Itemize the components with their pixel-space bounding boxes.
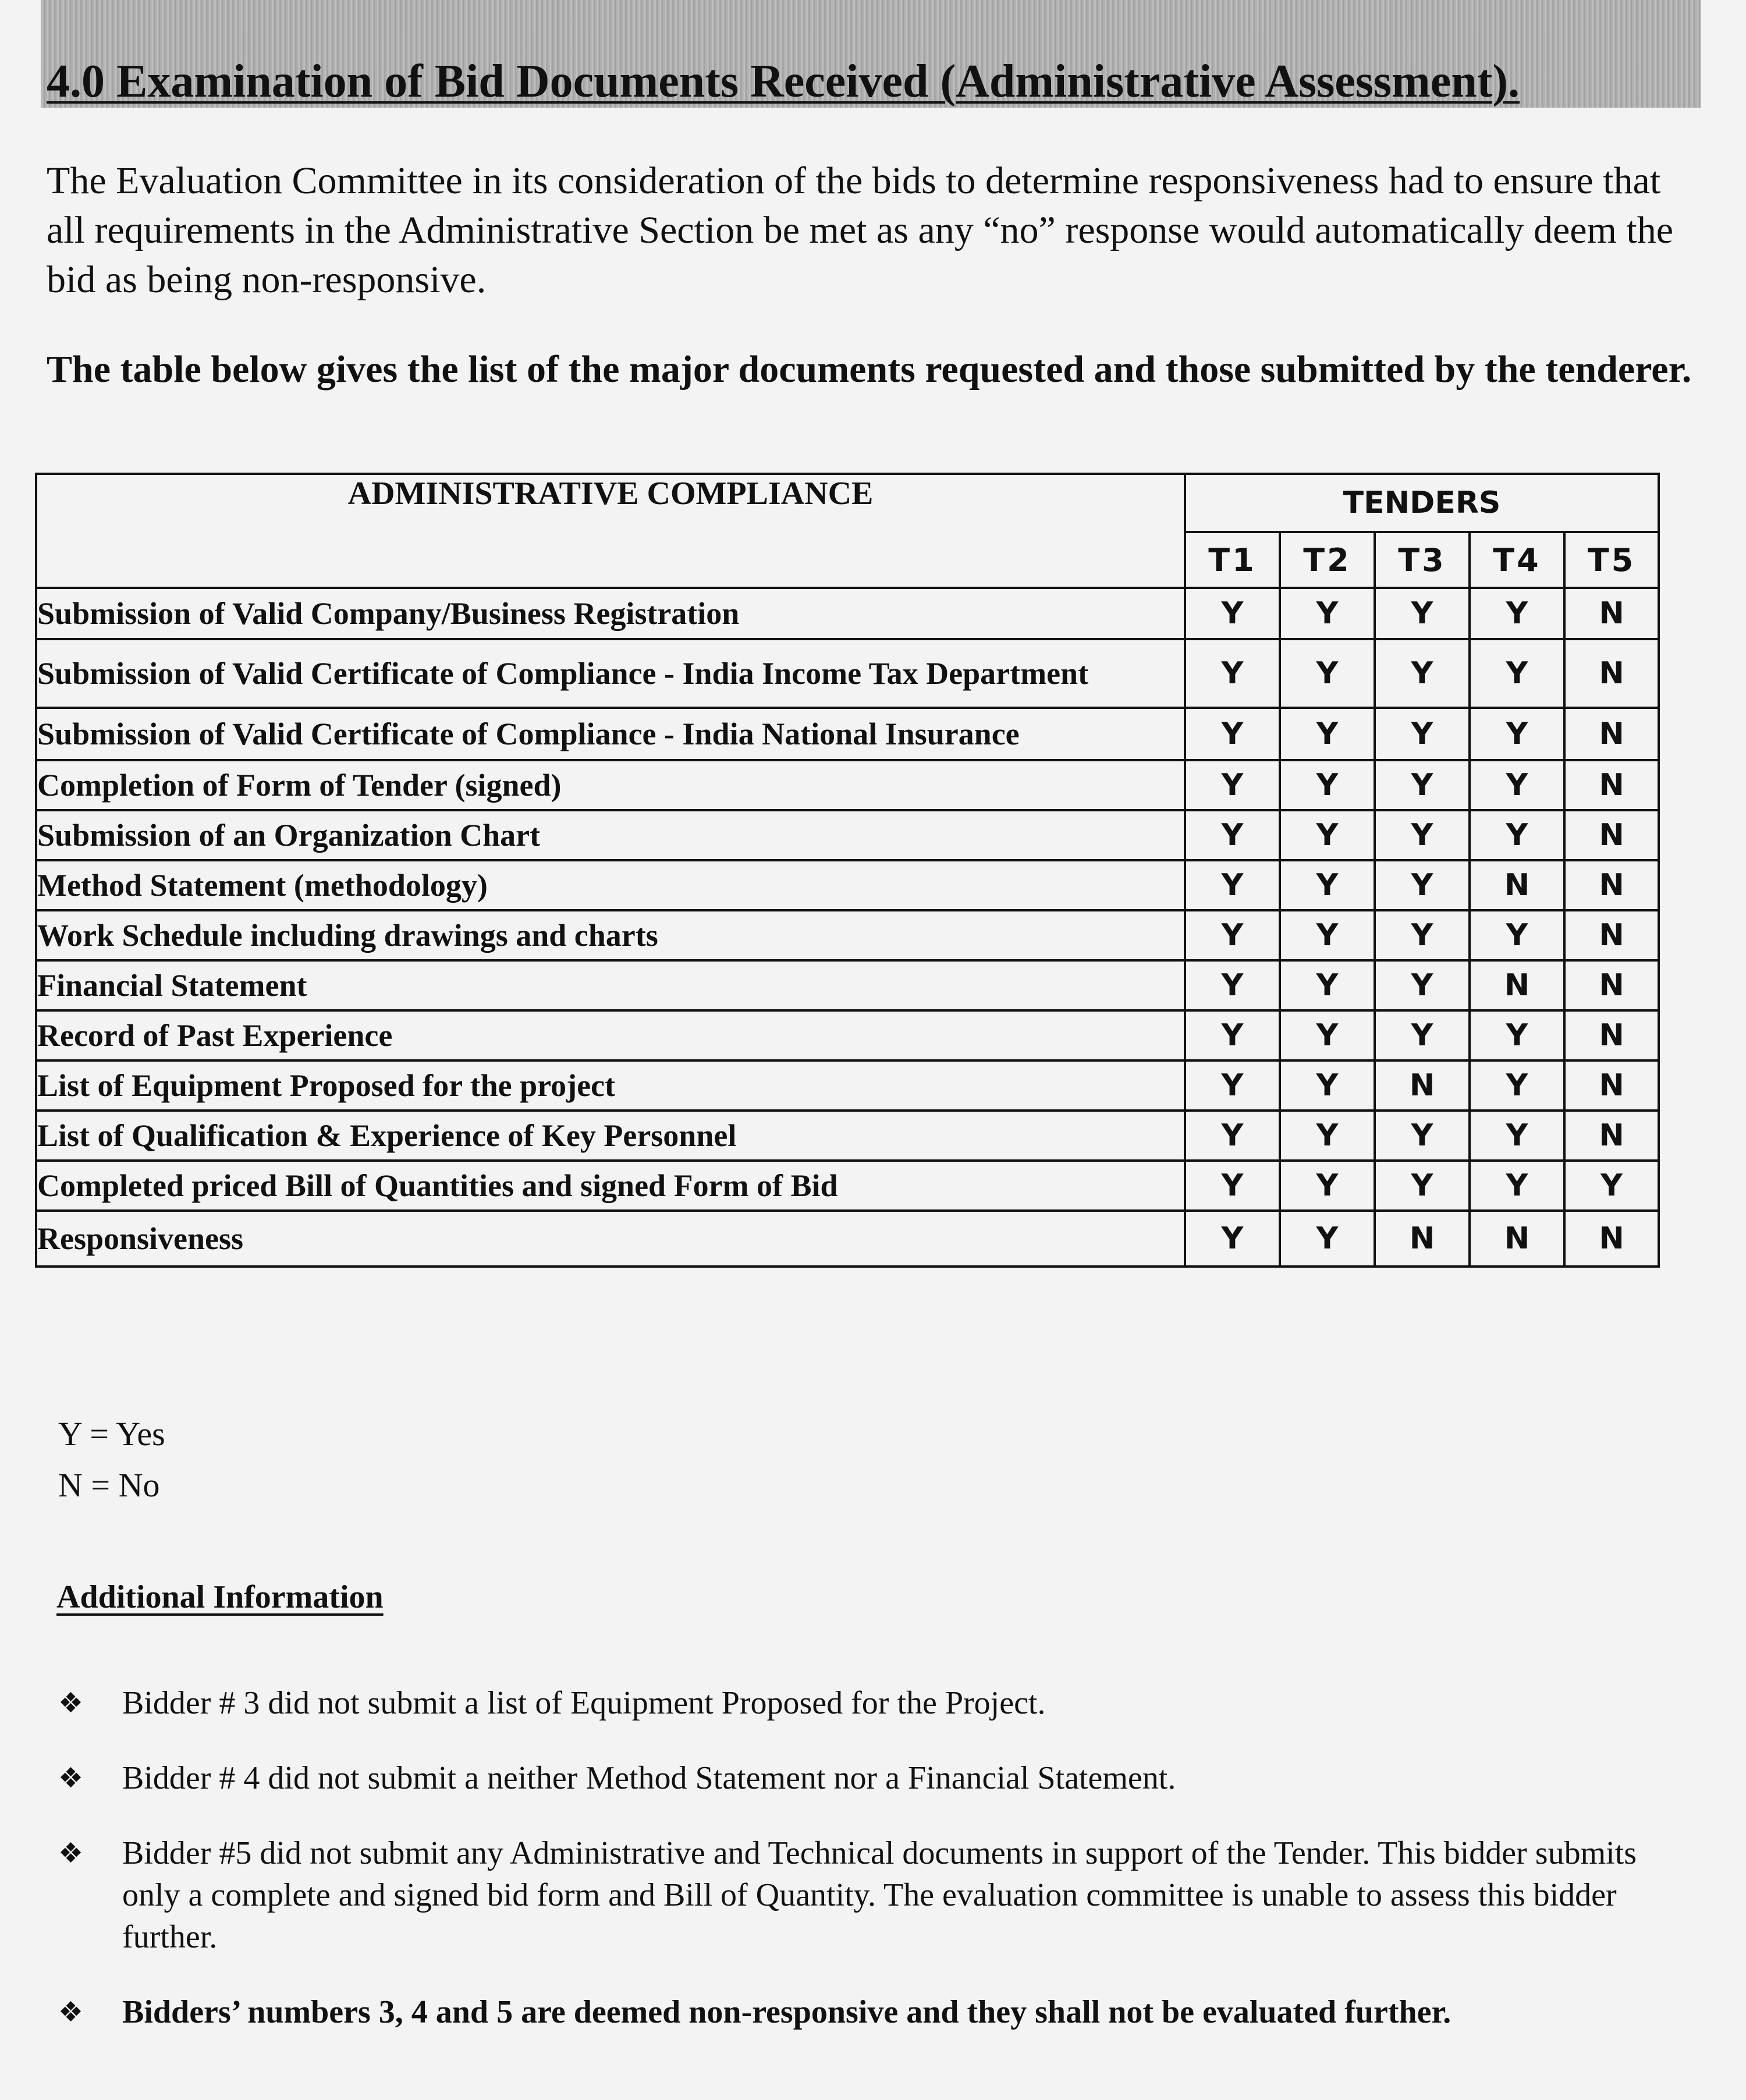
mark-cell-t4: Y [1470,708,1564,760]
criterion-cell: Submission of Valid Company/Business Registration [36,588,1185,639]
mark-cell-t4: Y [1470,1161,1564,1211]
intro-paragraph: The Evaluation Committee in its consideration of the bids to determine responsiveness had to ensure that all requirements in the Administrative Section be met as any “no” response would automatically deem the bid as being non-responsive. [47,159,1674,301]
four-diamond-icon: ❖ [58,1762,84,1794]
table-row [36,1211,1659,1267]
mark-cell-t2: Y [1280,1211,1375,1267]
table-body [36,588,1659,1267]
table-row [36,910,1659,960]
table-row [36,639,1659,708]
criterion-cell: Work Schedule including drawings and charts [36,910,1185,960]
table-row [36,588,1659,639]
criterion-cell: Submission of an Organization Chart [36,810,1185,860]
tender-header-t1: T1 [1185,532,1280,588]
mark-cell-t2: Y [1280,1161,1375,1211]
mark-cell-t1: Y [1185,910,1280,960]
compliance-table [35,473,1660,1268]
mark-cell-t4: Y [1470,1111,1564,1161]
criterion-cell: Responsiveness [36,1211,1185,1267]
mark-cell-t1: Y [1185,860,1280,910]
criterion-cell: List of Equipment Proposed for the project [36,1060,1185,1111]
tender-header-t2: T2 [1280,532,1375,588]
tenders-header: TENDERS [1185,474,1659,532]
table-row [36,860,1659,910]
mark-cell-t5: N [1564,760,1659,810]
mark-cell-t3: Y [1375,1161,1470,1211]
mark-cell-t5: N [1564,1211,1659,1267]
mark-cell-t3: Y [1375,810,1470,860]
mark-cell-t2: Y [1280,860,1375,910]
legend-no: N = No [58,1466,160,1504]
mark-cell-t2: Y [1280,960,1375,1010]
mark-cell-t4: Y [1470,639,1564,708]
mark-cell-t1: Y [1185,960,1280,1010]
tender-header-t3: T3 [1375,532,1470,588]
mark-cell-t2: Y [1280,639,1375,708]
mark-cell-t3: Y [1375,960,1470,1010]
criterion-cell: Method Statement (methodology) [36,860,1185,910]
additional-info-item [58,1991,1688,2033]
mark-cell-t5: N [1564,860,1659,910]
criterion-cell: Completion of Form of Tender (signed) [36,760,1185,810]
mark-cell-t1: Y [1185,1060,1280,1111]
additional-info-text: Bidder #5 did not submit any Administrative and Technical documents in support of the Tender. This bidder submits only a complete and signed bid form and Bill of Quantity. The evaluation committee is unable to assess this bidder further. [122,1835,1637,1955]
additional-info-text: Bidder # 4 did not submit a neither Method Statement nor a Financial Statement. [122,1760,1176,1796]
mark-cell-t5: N [1564,588,1659,639]
mark-cell-t1: Y [1185,760,1280,810]
mark-cell-t1: Y [1185,1111,1280,1161]
table-row [36,1060,1659,1111]
mark-cell-t3: Y [1375,910,1470,960]
mark-cell-t5: N [1564,1111,1659,1161]
mark-cell-t4: Y [1470,1060,1564,1111]
mark-cell-t3: Y [1375,760,1470,810]
table-row [36,1161,1659,1211]
criterion-cell: Record of Past Experience [36,1010,1185,1060]
mark-cell-t5: N [1564,960,1659,1010]
additional-information-list [58,1682,1688,2066]
mark-cell-t1: Y [1185,1010,1280,1060]
mark-cell-t3: Y [1375,708,1470,760]
additional-info-text: Bidder # 3 did not submit a list of Equipment Proposed for the Project. [122,1685,1046,1721]
mark-cell-t3: Y [1375,588,1470,639]
table-lead-paragraph: The table below gives the list of the major documents requested and those submitted by the tenderer. [47,348,1692,391]
criterion-cell: List of Qualification & Experience of Key Personnel [36,1111,1185,1161]
mark-cell-t3: N [1375,1060,1470,1111]
mark-cell-t2: Y [1280,1060,1375,1111]
section-heading: 4.0 Examination of Bid Documents Received (Administrative Assessment). [47,56,1520,107]
criterion-cell: Financial Statement [36,960,1185,1010]
mark-cell-t5: N [1564,639,1659,708]
criterion-cell: Completed priced Bill of Quantities and signed Form of Bid [36,1161,1185,1211]
mark-cell-t5: N [1564,1010,1659,1060]
tender-header-t4: T4 [1470,532,1564,588]
mark-cell-t3: Y [1375,639,1470,708]
additional-information-title: Additional Information [56,1579,384,1615]
mark-cell-t5: N [1564,708,1659,760]
mark-cell-t3: Y [1375,860,1470,910]
mark-cell-t5: N [1564,1060,1659,1111]
mark-cell-t2: Y [1280,588,1375,639]
criteria-header: ADMINISTRATIVE COMPLIANCE [36,474,1185,588]
table-row [36,708,1659,760]
additional-info-item [58,1832,1688,1958]
mark-cell-t4: Y [1470,810,1564,860]
mark-cell-t1: Y [1185,639,1280,708]
mark-cell-t4: N [1470,960,1564,1010]
criterion-cell: Submission of Valid Certificate of Compliance - India National Insurance [36,708,1185,760]
mark-cell-t2: Y [1280,760,1375,810]
mark-cell-t3: Y [1375,1010,1470,1060]
four-diamond-icon: ❖ [58,1996,84,2028]
tender-header-t5: T5 [1564,532,1659,588]
additional-info-text: Bidders’ numbers 3, 4 and 5 are deemed non-responsive and they shall not be evaluated further. [122,1994,1452,2030]
table-row [36,960,1659,1010]
table-row [36,1010,1659,1060]
mark-cell-t4: N [1470,1211,1564,1267]
mark-cell-t4: Y [1470,760,1564,810]
mark-cell-t2: Y [1280,810,1375,860]
mark-cell-t3: Y [1375,1111,1470,1161]
legend-yes: Y = Yes [58,1415,165,1453]
mark-cell-t1: Y [1185,1211,1280,1267]
additional-info-item [58,1757,1688,1799]
mark-cell-t2: Y [1280,708,1375,760]
four-diamond-icon: ❖ [58,1687,84,1719]
mark-cell-t1: Y [1185,588,1280,639]
table-row [36,760,1659,810]
mark-cell-t3: N [1375,1211,1470,1267]
mark-cell-t2: Y [1280,1010,1375,1060]
mark-cell-t4: Y [1470,1010,1564,1060]
mark-cell-t4: Y [1470,910,1564,960]
legend [58,1409,165,1511]
mark-cell-t1: Y [1185,1161,1280,1211]
mark-cell-t1: Y [1185,708,1280,760]
mark-cell-t2: Y [1280,910,1375,960]
mark-cell-t4: N [1470,860,1564,910]
mark-cell-t5: N [1564,810,1659,860]
mark-cell-t4: Y [1470,588,1564,639]
four-diamond-icon: ❖ [58,1837,84,1870]
mark-cell-t2: Y [1280,1111,1375,1161]
criterion-cell: Submission of Valid Certificate of Compliance - India Income Tax Department [36,639,1185,708]
mark-cell-t5: N [1564,910,1659,960]
mark-cell-t1: Y [1185,810,1280,860]
mark-cell-t5: Y [1564,1161,1659,1211]
table-row [36,1111,1659,1161]
table-row [36,810,1659,860]
additional-info-item [58,1682,1688,1724]
